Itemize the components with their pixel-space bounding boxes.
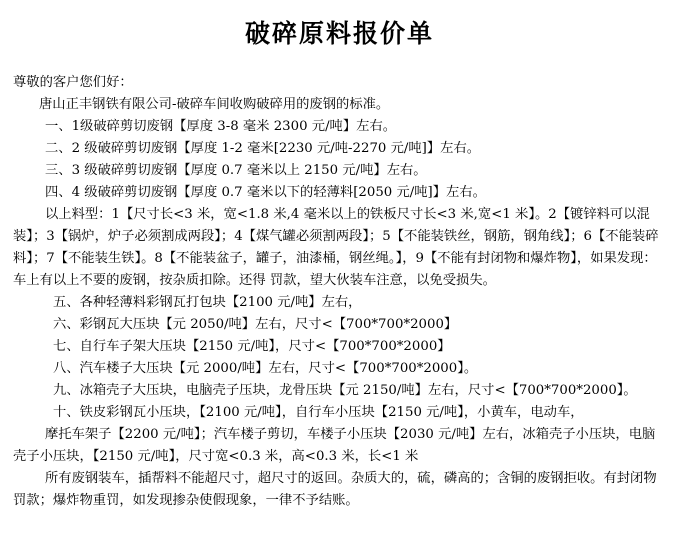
greeting: 尊敬的客户您们好：: [13, 75, 133, 90]
document-body: [13, 72, 665, 512]
price-item-3: 三、3 级破碎剪切废钢【厚度 0.7 毫米以上 2150 元/吨】左右。: [45, 163, 427, 178]
closing-paragraph: 所有废钢装车，插帮料不能超尺寸，超尺寸的返回。杂质大的，硫，磷高的；含铜的废钢拒收。有封闭物罚款；爆炸物重罚，如发现掺杂使假现象，一律不予结账。: [13, 471, 657, 508]
price-item-1: 一、1级破碎剪切废钢【厚度 3-8 毫米 2300 元/吨】左右。: [45, 119, 397, 134]
price-item-5: 五、各种轻薄料彩钢瓦打包块【2100 元/吨】左右，: [53, 295, 362, 310]
price-item-10-continued: 摩托车架子【2200 元/吨】；汽车楼子剪切，车楼子小压块【2030 元/吨】左右，冰箱壳子小压块，电脑壳子小压块，【2150 元/吨】，尺寸宽<0.3 米，高<0.3 米，长<1 米: [13, 427, 656, 464]
price-item-2: 二、2 级破碎剪切废钢【厚度 1-2 毫米[2230 元/吨-2270 元/吨]】左右。: [45, 141, 481, 156]
price-item-4: 四、4 级破碎剪切废钢【厚度 0.7 毫米以下的轻薄料[2050 元/吨]】左右。: [45, 185, 486, 200]
intro-line: 唐山正丰钢铁有限公司-破碎车间收购破碎用的废钢的标准。: [39, 97, 390, 112]
price-item-10: 十、铁皮彩钢瓦小压块，【2100 元/吨】，自行车小压块【2150 元/吨】，小黄车，电动车，: [53, 405, 584, 420]
price-item-9: 九、冰箱壳子大压块，电脑壳子压块，龙骨压块【元 2150/吨】左右，尺寸<【700*700*2000】。: [53, 383, 637, 398]
page-title: 破碎原料报价单: [244, 19, 434, 48]
material-rules-paragraph: 以上料型：1【尺寸长<3 米，宽<1.8 米,4 毫米以上的铁板尺寸长<3 米,宽<1 米】。2【镀锌料可以混装】；3【锅炉，炉子必须割成两段】；4【煤气罐必须割两段】；5【不能装铁丝，钢筋，钢角线】；6【不能装碎料】；7【不能装生铁】。8【不能装盆子，罐子，油漆桶，钢丝绳。】，9【不能有封闭物和爆炸物】，如果发现：车上有以上不要的废钢，按杂质扣除。还得 罚款，望大伙装车注意，以免受损失。: [13, 207, 659, 288]
price-item-6: 六、彩钢瓦大压块【元 2050/吨】左右，尺寸<【700*700*2000】: [53, 317, 458, 332]
price-item-7: 七、自行车子架大压块【2150 元/吨】，尺寸<【700*700*2000】: [53, 339, 451, 354]
price-item-8: 八、汽车楼子大压块【元 2000/吨】左右，尺寸<【700*700*2000】。: [53, 361, 478, 376]
